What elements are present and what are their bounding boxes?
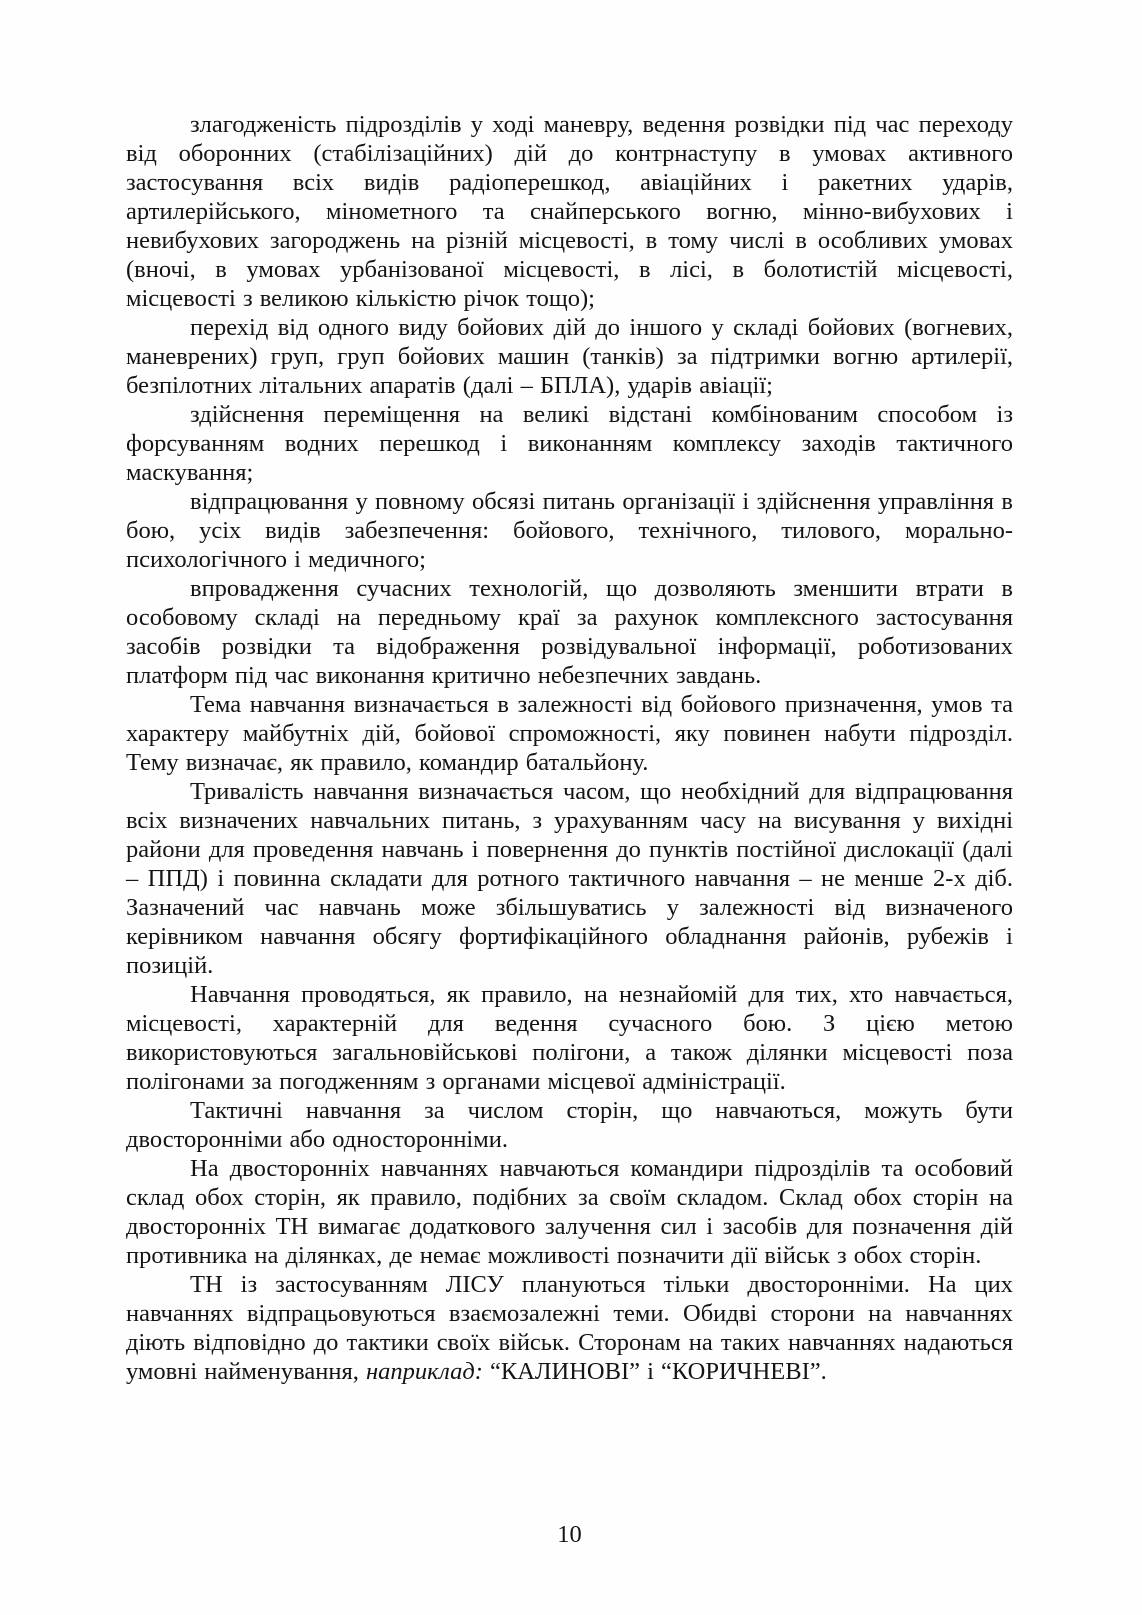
text-run: впровадження сучасних технологій, що дозволяють зменшити втрати в особовому складі на передньому краї за рахунок комплексного застосування засобів розвідки та відображення розвідувальної інформації, роботизованих платформ під час виконання критично небезпечних завдань. <box>126 575 1013 689</box>
paragraph <box>126 400 1013 487</box>
paragraph <box>126 1096 1013 1154</box>
paragraph <box>126 690 1013 777</box>
paragraph <box>126 574 1013 690</box>
paragraph <box>126 313 1013 400</box>
text-run: Навчання проводяться, як правило, на незнайомій для тих, хто навчається, місцевості, характерній для ведення сучасного бою. З цією метою використовуються загальновійськові полігони, а також ділянки місцевості поза полігонами за погодженням з органами місцевої адміністрації. <box>126 981 1013 1095</box>
italic-text-run: наприклад: <box>366 1358 483 1385</box>
text-run: Тема навчання визначається в залежності від бойового призначення, умов та характеру майбутніх дій, бойової спроможності, яку повинен набути підрозділ. Тему визначає, як правило, командир батальйону. <box>126 691 1013 776</box>
text-run: ТН із застосуванням ЛІСУ плануються тільки двосторонніми. На цих навчаннях відпрацьовуються взаємозалежні теми. Обидві сторони на навчаннях діють відповідно до тактики своїх військ. Сторонам на таких навчаннях надаються умовні найменування, <box>126 1271 1013 1385</box>
paragraph <box>126 110 1013 313</box>
text-run: здійснення переміщення на великі відстані комбінованим способом із форсуванням водних перешкод і виконанням комплексу заходів тактичного маскування; <box>126 401 1013 486</box>
paragraph <box>126 487 1013 574</box>
document-body <box>126 110 1013 1386</box>
text-run: Тактичні навчання за числом сторін, що навчаються, можуть бути двосторонніми або односторонніми. <box>126 1097 1013 1153</box>
paragraph <box>126 1270 1013 1386</box>
paragraph <box>126 777 1013 980</box>
text-run: перехід від одного виду бойових дій до іншого у складі бойових (вогневих, маневрених) груп, груп бойових машин (танків) за підтримки вогню артилерії, безпілотних літальних апаратів (далі – БПЛА), ударів авіації; <box>126 314 1013 399</box>
text-run: відпрацювання у повному обсязі питань організації і здійснення управління в бою, усіх видів забезпечення: бойового, технічного, тилового, морально-психологічного і медичного; <box>126 488 1013 573</box>
paragraph <box>126 980 1013 1096</box>
text-run: На двосторонніх навчаннях навчаються командири підрозділів та особовий склад обох сторін, як правило, подібних за своїм складом. Склад обох сторін на двосторонніх ТН вимагає додаткового залучення сил і засобів для позначення дій противника на ділянках, де немає можливості позначити дії військ з обох сторін. <box>126 1155 1013 1269</box>
text-run: злагодженість підрозділів у ході маневру, ведення розвідки під час переходу від оборонних (стабілізаційних) дій до контрнаступу в умовах активного застосування всіх видів радіоперешкод, авіаційних і ракетних ударів, артилерійського, мінометного та снайперського вогню, мінно-вибухових і невибухових загороджень на різній місцевості, в тому числі в особливих умовах (вночі, в умовах урбанізованої місцевості, в лісі, в болотистій місцевості, місцевості з великою кількістю річок тощо); <box>126 111 1013 312</box>
text-run: Тривалість навчання визначається часом, що необхідний для відпрацювання всіх визначених навчальних питань, з урахуванням часу на висування у вихідні райони для проведення навчань і повернення до пунктів постійної дислокації (далі – ППД) і повинна складати для ротного тактичного навчання – не менше 2-х діб. Зазначений час навчань може збільшуватись у залежності від визначеного керівником навчання обсягу фортифікаційного обладнання районів, рубежів і позицій. <box>126 778 1013 979</box>
text-run: “КАЛИНОВІ” і “КОРИЧНЕВІ”. <box>482 1358 827 1385</box>
paragraph <box>126 1154 1013 1270</box>
page-number: 10 <box>557 1521 582 1548</box>
